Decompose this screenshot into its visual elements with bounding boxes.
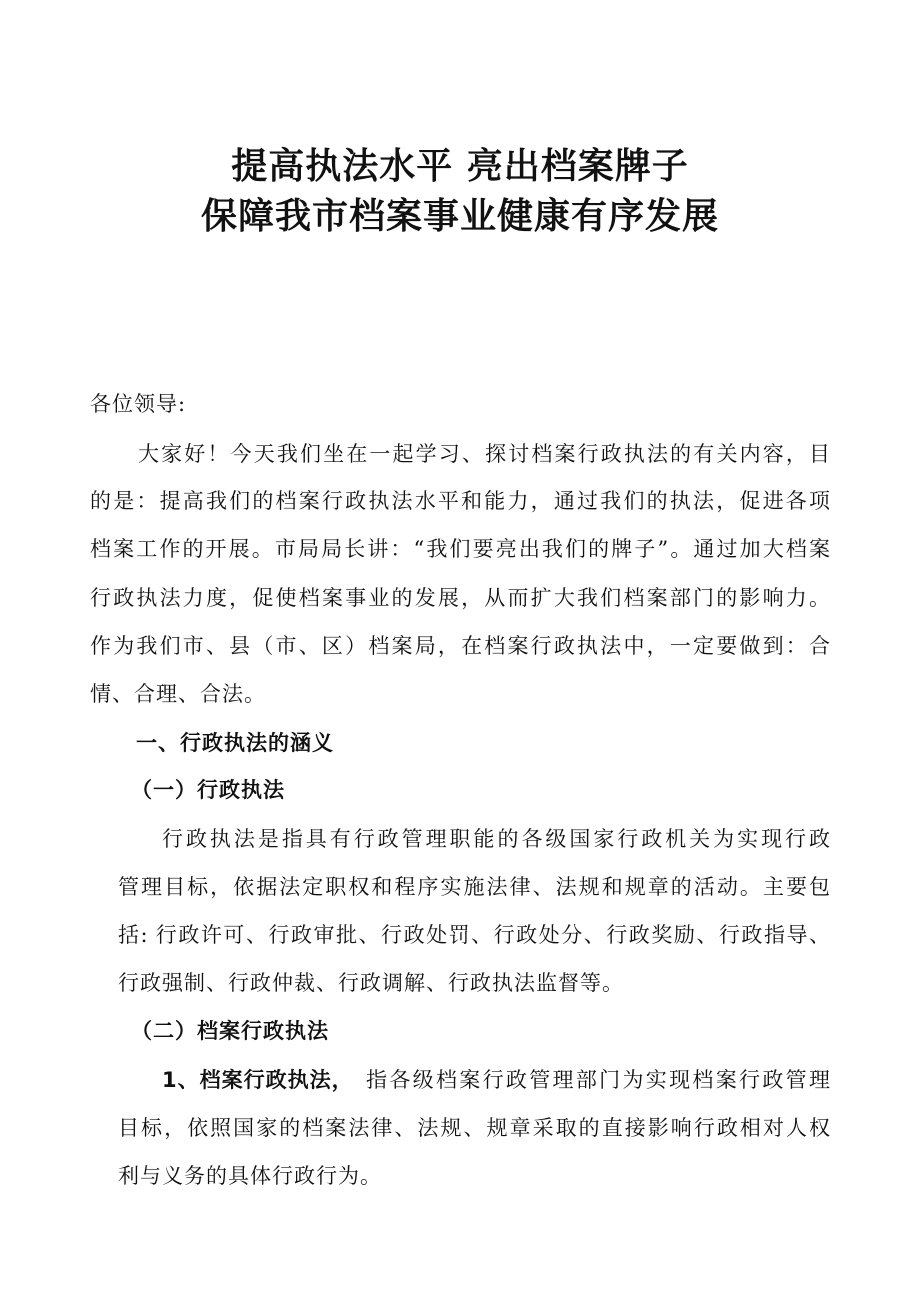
subsection-heading: （二）档案行政执法 <box>131 1019 329 1043</box>
subsection-heading: （一）行政执法 <box>131 778 285 802</box>
item-label: 1、档案行政执法， <box>162 1068 354 1092</box>
intro-line: 情、合理、合法。 <box>90 682 266 706</box>
definition-line: 管理目标，依据法定职权和程序实施法律、法规和规章的活动。主要包 <box>118 875 830 899</box>
definition-line: 行政强制、行政仲裁、行政调解、行政执法监督等。 <box>118 971 624 995</box>
intro-line: 大家好！今天我们坐在一起学习、探讨档案行政执法的有关内容，目 <box>138 442 830 466</box>
intro-line: 行政执法力度，促使档案事业的发展，从而扩大我们档案部门的影响力。 <box>90 586 830 610</box>
section-heading: 一、行政执法的涵义 <box>136 731 334 755</box>
intro-line: 作为我们市、县（市、区）档案局，在档案行政执法中，一定要做到：合 <box>90 634 830 658</box>
item-line: 利与义务的具体行政行为。 <box>118 1164 382 1188</box>
definition-line: 行政执法是指具有行政管理职能的各级国家行政机关为实现行政 <box>162 827 830 851</box>
title-line-2: 保障我市档案事业健康有序发展 <box>200 196 719 237</box>
item-line: 目标，依照国家的档案法律、法规、规章采取的直接影响行政相对人权 <box>118 1116 830 1140</box>
salutation: 各位领导: <box>90 392 187 416</box>
title-line-1: 提高执法水平 亮出档案牌子 <box>231 146 689 187</box>
definition-line: 括: 行政许可、行政审批、行政处罚、行政处分、行政奖励、行政指导、 <box>118 923 830 947</box>
item-line: 指各级档案行政管理部门为实现档案行政管理 <box>366 1068 830 1092</box>
intro-line: 档案工作的开展。市局局长讲：“我们要亮出我们的牌子”。通过加大档案 <box>90 537 830 561</box>
intro-line: 的是：提高我们的档案行政执法水平和能力，通过我们的执法，促进各项 <box>90 489 830 513</box>
